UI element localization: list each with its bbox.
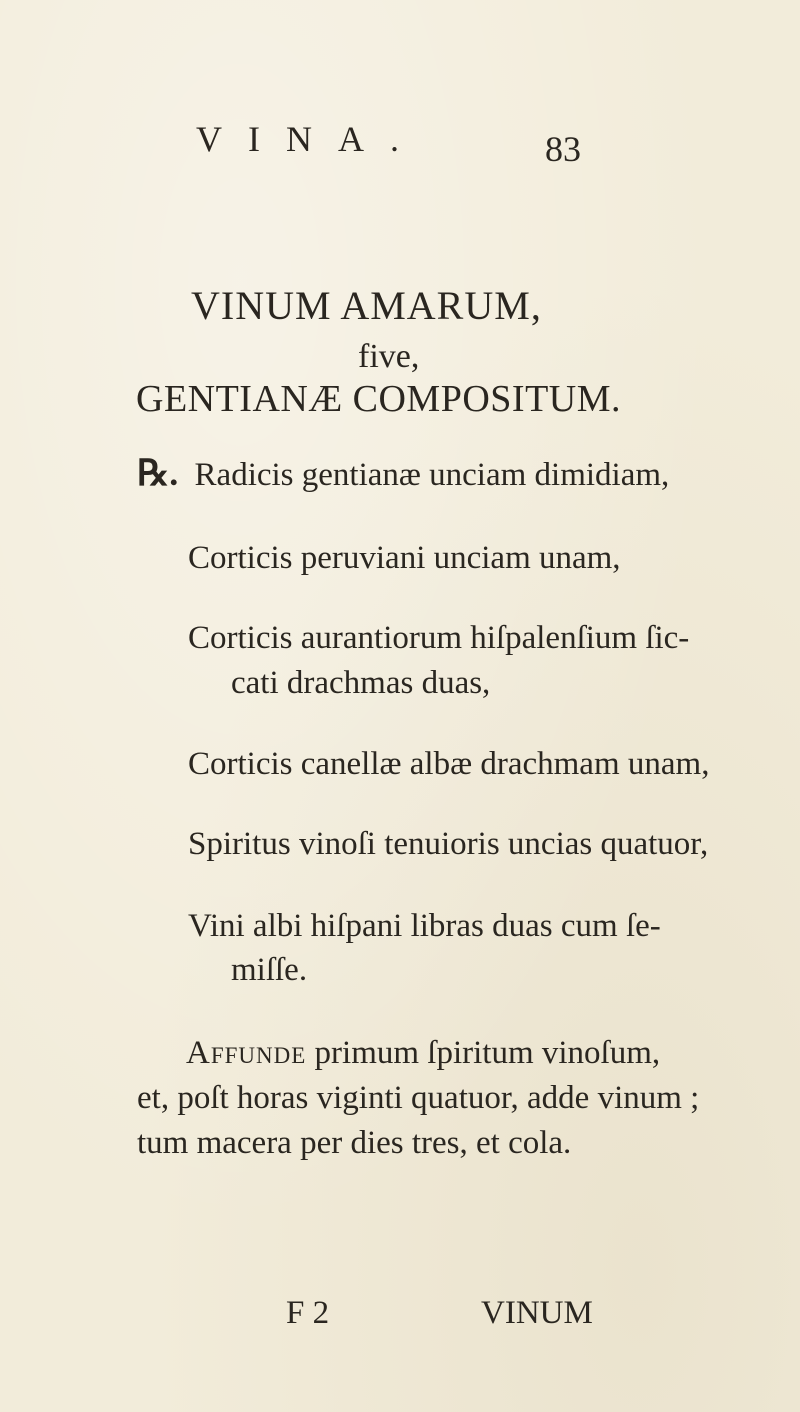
running-title: VINA. xyxy=(196,119,425,159)
recipe-symbol: ℞. xyxy=(137,453,179,493)
recipe-subtitle: GENTIANÆ COMPOSITUM. xyxy=(136,378,622,420)
ingredient-line: Corticis canellæ albæ drachmam unam, xyxy=(188,746,710,782)
recipe-title-sive: five, xyxy=(358,338,420,375)
ingredient-line-continuation: cati drachmas duas, xyxy=(231,665,491,701)
instruction-line xyxy=(186,1035,660,1072)
ingredient-line: Spiritus vinoſi tenuioris uncias quatuor, xyxy=(188,826,709,862)
recipe-title: VINUM AMARUM, xyxy=(191,283,542,328)
signature-mark: F 2 xyxy=(286,1295,330,1331)
page-number: 83 xyxy=(545,129,581,169)
ingredient-line: Corticis aurantiorum hiſpalenſium ſic- xyxy=(188,620,690,656)
instruction-lead-word: Affunde xyxy=(186,1035,307,1071)
catchword: VINUM xyxy=(481,1295,593,1331)
ingredient-line: Corticis peruviani unciam unam, xyxy=(188,540,621,576)
instruction-line: tum macera per dies tres, et cola. xyxy=(137,1125,572,1161)
instruction-text: primum ſpiritum vinoſum, xyxy=(306,1035,661,1071)
ingredient-line: Vini albi hiſpani libras duas cum ſe- xyxy=(188,908,661,944)
ingredient-text: Radicis gentianæ unciam dimidiam, xyxy=(194,457,670,493)
instruction-line: et, poſt horas viginti quatuor, adde vinum ; xyxy=(137,1080,700,1116)
ingredient-line-continuation: miſſe. xyxy=(231,952,308,988)
